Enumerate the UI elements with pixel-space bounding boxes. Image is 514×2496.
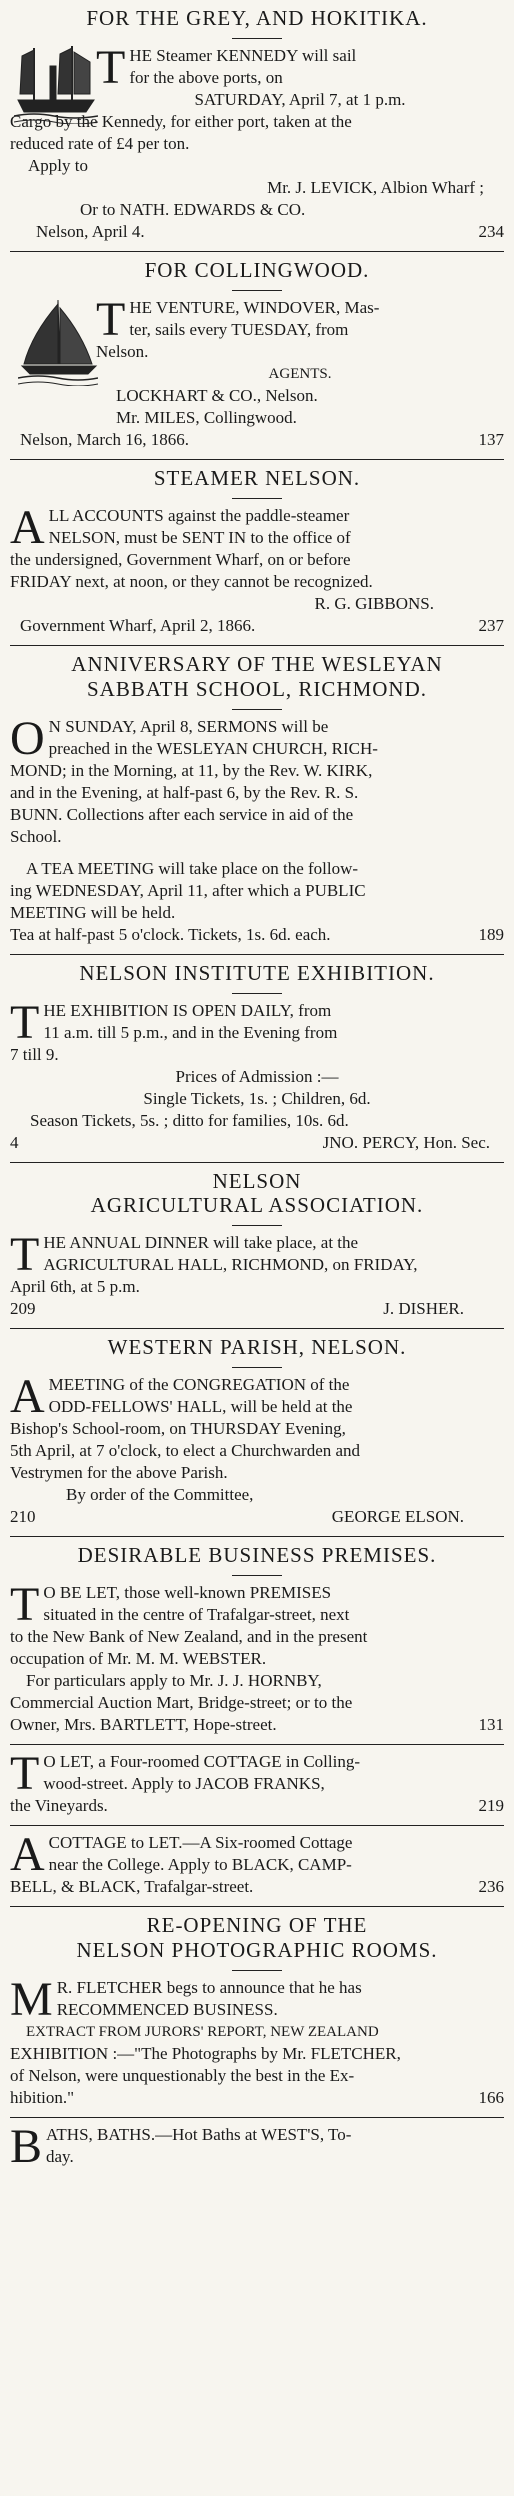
ad-line: Nelson. — [96, 342, 149, 362]
ad-number: 209 — [10, 1299, 36, 1319]
ad-line: N SUNDAY, April 8, SERMONS will be — [48, 716, 329, 736]
ad-heading: DESIRABLE BUSINESS PREMISES. — [77, 1543, 437, 1568]
ad-line: Bishop's School-room, on THURSDAY Evening, — [10, 1419, 346, 1439]
ad-line: Or to NATH. EDWARDS & CO. — [80, 200, 306, 220]
signature-row — [10, 1298, 504, 1320]
divider — [10, 1328, 504, 1329]
ad-line: Tea at half-past 5 o'clock. Tickets, 1s. 6d. each. — [10, 924, 331, 944]
ad-line: Mr. J. LEVICK, Albion Wharf ; — [267, 178, 484, 198]
drop-cap: O — [10, 711, 45, 765]
dateline-row — [10, 924, 504, 946]
drop-cap: T — [10, 1747, 40, 1801]
ad-line: ODD-FELLOWS' HALL, will be held at the — [48, 1397, 353, 1417]
drop-cap: M — [10, 1972, 53, 2026]
ad-line: HE EXHIBITION IS OPEN DAILY, from — [43, 1000, 332, 1020]
ad-number: 131 — [478, 1715, 504, 1735]
ad-line: School. — [10, 826, 62, 846]
divider — [10, 645, 504, 646]
divider — [232, 1367, 282, 1368]
ad-line: AGRICULTURAL HALL, RICHMOND, on FRIDAY, — [43, 1255, 418, 1275]
ad-line: R. FLETCHER begs to announce that he has — [56, 1977, 362, 1997]
ad-number: 234 — [478, 222, 504, 242]
ad-line: for the above ports, on — [129, 68, 283, 88]
ad-line: O LET, a Four-roomed COTTAGE in Colling- — [43, 1752, 361, 1772]
ad-line: the Vineyards. — [10, 1796, 108, 1816]
dateline-row — [10, 1795, 504, 1817]
ad-line: HE Steamer KENNEDY will sail — [129, 46, 357, 66]
ad-cottage-college — [10, 1828, 504, 1898]
ad-line: April 6th, at 5 p.m. — [10, 1277, 140, 1297]
ad-line: EXTRACT FROM JURORS' REPORT, NEW ZEALAND — [26, 2023, 379, 2040]
ad-line: LL ACCOUNTS against the paddle-steamer — [48, 506, 350, 526]
divider — [232, 1575, 282, 1576]
divider — [10, 1825, 504, 1826]
ad-line: BUNN. Collections after each service in aid of the — [10, 804, 354, 824]
ad-collingwood — [10, 258, 504, 451]
divider — [10, 1162, 504, 1163]
ad-line: 7 till 9. — [10, 1044, 59, 1064]
ad-line: FRIDAY next, at noon, or they cannot be recognized. — [10, 572, 373, 592]
ad-line: Apply to — [28, 156, 88, 176]
divider — [232, 1225, 282, 1226]
drop-cap: A — [10, 1828, 45, 1882]
ad-line: HE VENTURE, WINDOVER, Mas- — [129, 298, 380, 318]
ad-number: 137 — [478, 430, 504, 450]
ad-line: Prices of Admission :— — [175, 1066, 339, 1086]
ad-cottage-collingwood-street — [10, 1747, 504, 1817]
ad-line: MEETING of the CONGREGATION of the — [48, 1375, 350, 1395]
drop-cap: A — [10, 501, 45, 555]
ad-line: HE ANNUAL DINNER will take place, at the — [43, 1233, 359, 1253]
ad-line: O BE LET, those well-known PREMISES — [43, 1583, 332, 1603]
dateline-row — [10, 615, 504, 637]
drop-cap: T — [96, 293, 126, 347]
dateline-row — [10, 221, 504, 243]
drop-cap: A — [10, 1370, 45, 1424]
ad-line: Season Tickets, 5s. ; ditto for families, 10s. 6d. — [30, 1110, 349, 1130]
ad-heading: AGRICULTURAL ASSOCIATION. — [90, 1192, 424, 1217]
ad-line: A TEA MEETING will take place on the follow- — [26, 858, 359, 878]
ad-heading: ANNIVERSARY OF THE WESLEYAN — [71, 652, 443, 677]
ad-line: RECOMMENCED BUSINESS. — [56, 1999, 278, 2019]
ad-nelson-institute — [10, 961, 504, 1154]
ad-line: Commercial Auction Mart, Bridge-street; or to the — [10, 1693, 353, 1713]
drop-cap: T — [96, 41, 126, 95]
dateline-row — [10, 429, 504, 451]
drop-cap: B — [10, 2119, 43, 2173]
ad-photographic-rooms — [10, 1913, 504, 2108]
ad-line: Owner, Mrs. BARTLETT, Hope-street. — [10, 1715, 277, 1735]
divider — [10, 2117, 504, 2118]
dateline-row — [10, 2087, 504, 2109]
ad-heading: RE-OPENING OF THE — [146, 1913, 368, 1938]
divider — [10, 1536, 504, 1537]
dateline: Nelson, March 16, 1866. — [20, 430, 190, 450]
dateline-row — [10, 1714, 504, 1736]
drop-cap: T — [10, 1228, 40, 1282]
ad-line: situated in the centre of Trafalgar-street, next — [43, 1605, 350, 1625]
ad-line: NELSON, must be SENT IN to the office of — [48, 528, 351, 548]
ad-line: AGENTS. — [268, 366, 332, 383]
ad-heading: STEAMER NELSON. — [153, 466, 361, 491]
ad-line: of Nelson, were unquestionably the best in the Ex- — [10, 2065, 355, 2085]
ad-line: SATURDAY, April 7, at 1 p.m. — [194, 90, 406, 110]
ad-business-premises — [10, 1543, 504, 1736]
ad-heading: NELSON INSTITUTE EXHIBITION. — [79, 960, 435, 985]
divider — [10, 459, 504, 460]
divider — [10, 1744, 504, 1745]
divider — [10, 954, 504, 955]
ad-heading: NELSON PHOTOGRAPHIC ROOMS. — [76, 1937, 438, 1962]
ad-number: 166 — [478, 2087, 504, 2107]
signature: JNO. PERCY, Hon. Sec. — [322, 1132, 490, 1152]
divider — [232, 709, 282, 710]
divider — [10, 251, 504, 252]
divider — [232, 993, 282, 994]
ad-western-parish — [10, 1335, 504, 1528]
ad-line: reduced rate of £4 per ton. — [10, 134, 190, 154]
ad-line: R. G. GIBBONS. — [314, 594, 434, 614]
divider — [232, 290, 282, 291]
ad-heading: NELSON — [212, 1168, 302, 1193]
ad-line: to the New Bank of New Zealand, and in the present — [10, 1627, 368, 1647]
ad-line: hibition." — [10, 2087, 75, 2107]
dateline-row — [10, 1876, 504, 1898]
sailing-ship-icon — [18, 298, 98, 386]
ad-line: By order of the Committee, — [66, 1485, 254, 1505]
ad-number: 189 — [478, 924, 504, 944]
steamship-icon — [14, 38, 98, 124]
dateline: Government Wharf, April 2, 1866. — [20, 616, 256, 636]
divider — [232, 38, 282, 39]
ad-line: 5th April, at 7 o'clock, to elect a Churchwarden and — [10, 1441, 361, 1461]
ad-baths — [10, 2119, 504, 2173]
ad-line: the undersigned, Government Wharf, on or before — [10, 550, 351, 570]
ad-line: near the College. Apply to BLACK, CAMP- — [48, 1855, 352, 1875]
ad-line: Single Tickets, 1s. ; Children, 6d. — [143, 1088, 371, 1108]
ad-wesleyan-anniversary — [10, 652, 504, 945]
ad-line: ATHS, BATHS.—Hot Baths at WEST'S, To- — [46, 2124, 352, 2144]
ad-agricultural-association — [10, 1169, 504, 1320]
drop-cap: T — [10, 995, 40, 1049]
drop-cap: T — [10, 1578, 40, 1632]
ad-line: For particulars apply to Mr. J. J. HORNBY, — [26, 1671, 322, 1691]
ad-heading: WESTERN PARISH, NELSON. — [107, 1335, 407, 1360]
signature-row — [10, 1506, 504, 1528]
ad-line: EXHIBITION :—"The Photographs by Mr. FLETCHER, — [10, 2043, 401, 2063]
divider — [232, 1970, 282, 1971]
ad-line: COTTAGE to LET.—A Six-roomed Cottage — [48, 1833, 353, 1853]
ad-line: occupation of Mr. M. M. WEBSTER. — [10, 1649, 267, 1669]
ad-heading: FOR COLLINGWOOD. — [144, 258, 370, 283]
ad-line: Vestrymen for the above Parish. — [10, 1463, 228, 1483]
divider — [10, 1906, 504, 1907]
ad-heading: FOR THE GREY, AND HOKITIKA. — [86, 6, 428, 30]
ad-number: 4 — [10, 1132, 19, 1152]
signature: J. DISHER. — [383, 1299, 464, 1319]
ad-number: 219 — [478, 1796, 504, 1816]
ad-line: Cargo by the Kennedy, for either port, taken at the — [10, 112, 352, 132]
ad-number: 236 — [478, 1877, 504, 1897]
ad-number: 237 — [478, 616, 504, 636]
ad-line: Mr. MILES, Collingwood. — [116, 408, 297, 428]
ad-line: BELL, & BLACK, Trafalgar-street. — [10, 1877, 254, 1897]
ad-line: preached in the WESLEYAN CHURCH, RICH- — [48, 738, 378, 758]
ad-line: wood-street. Apply to JACOB FRANKS, — [43, 1774, 325, 1794]
ad-number: 210 — [10, 1507, 36, 1527]
ad-line: MEETING will be held. — [10, 902, 176, 922]
ad-line: MOND; in the Morning, at 11, by the Rev. W. KIRK, — [10, 760, 373, 780]
ad-heading: SABBATH SCHOOL, RICHMOND. — [86, 676, 428, 701]
divider — [232, 498, 282, 499]
signature: GEORGE ELSON. — [331, 1507, 464, 1527]
ad-grey-hokitika — [10, 0, 504, 243]
ad-line: and in the Evening, at half-past 6, by the Rev. R. S. — [10, 782, 359, 802]
ad-line: ing WEDNESDAY, April 11, after which a PUBLIC — [10, 880, 366, 900]
signature-row — [10, 1132, 504, 1154]
ad-line: day. — [46, 2146, 74, 2166]
ad-line: 11 a.m. till 5 p.m., and in the Evening from — [43, 1022, 338, 1042]
ad-steamer-nelson — [10, 466, 504, 637]
ad-line: LOCKHART & CO., Nelson. — [116, 386, 318, 406]
dateline: Nelson, April 4. — [36, 222, 145, 242]
ad-line: ter, sails every TUESDAY, from — [129, 320, 349, 340]
